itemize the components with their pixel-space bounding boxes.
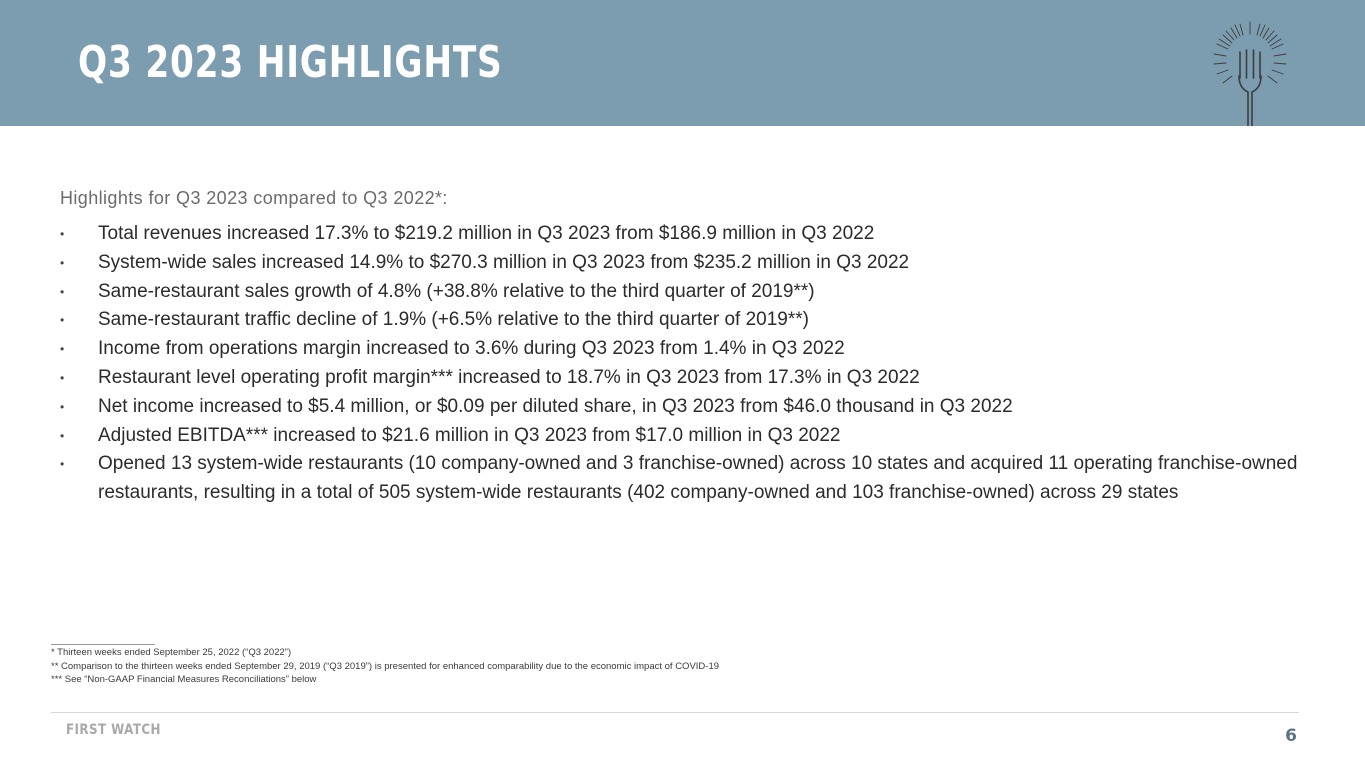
bullet-marker: •: [60, 428, 65, 443]
bullet-marker: •: [60, 227, 65, 241]
list-item: [60, 249, 1310, 278]
fork-sunburst-icon: [1208, 18, 1292, 126]
footer-brand: FIRST WATCH: [66, 722, 161, 738]
footnote: ** Comparison to the thirteen weeks ended September 29, 2019 (“Q3 2019”) is presented for enhanced comparability due to the economic impact of COVID-19: [51, 660, 720, 672]
bullet-marker: •: [60, 342, 65, 357]
page-number: 6: [1285, 726, 1297, 746]
page-title: Q3 2023 HIGHLIGHTS: [78, 37, 503, 88]
list-item-text: Total revenues increased 17.3% to $219.2 million in Q3 2023 from $186.9 million in Q3 2022: [98, 223, 875, 244]
list-item: [60, 306, 1310, 335]
footer-divider: [51, 712, 1299, 713]
list-item-text: Restaurant level operating profit margin*** increased to 18.7% in Q3 2023 from 17.3% in Q3 2022: [98, 366, 920, 388]
list-item: [60, 335, 1310, 364]
list-item: [60, 450, 1310, 508]
list-item: [60, 364, 1310, 393]
list-item-text: Net income increased to $5.4 million, or $0.09 per diluted share, in Q3 2023 from $46.0 thousand in Q3 2022: [98, 395, 1013, 417]
bullet-marker: •: [60, 284, 65, 299]
list-item: [60, 278, 1310, 307]
list-item: [60, 393, 1310, 422]
bullet-marker: •: [60, 457, 65, 472]
list-item-text: Opened 13 system-wide restaurants (10 company-owned and 3 franchise-owned) across 10 states and acquired 11 operating franchise-owned restaurants, resulting in a total of 505 system-wide restaurants (402 company-owned and 103 franchise-owned) across 29 states: [98, 453, 1298, 504]
footnote: *** See “Non-GAAP Financial Measures Reconciliations” below: [51, 674, 317, 685]
list-item: [60, 422, 1310, 451]
highlights-subtitle: Highlights for Q3 2023 compared to Q3 2022*:: [60, 188, 448, 208]
header-bar: [0, 0, 1365, 126]
bullet-marker: •: [60, 313, 65, 328]
list-item-text: System-wide sales increased 14.9% to $270.3 million in Q3 2023 from $235.2 million in Q3 2022: [98, 251, 910, 273]
footnotes: [51, 646, 719, 687]
list-item-text: Adjusted EBITDA*** increased to $21.6 million in Q3 2023 from $17.0 million in Q3 2022: [98, 424, 841, 446]
list-item-text: Income from operations margin increased to 3.6% during Q3 2023 from 1.4% in Q3 2022: [98, 338, 845, 360]
bullet-marker: •: [60, 255, 65, 270]
footnote: * Thirteen weeks ended September 25, 2022 (“Q3 2022”): [51, 647, 292, 658]
highlights-list: [60, 220, 1310, 508]
bullet-marker: •: [60, 370, 65, 385]
bullet-marker: •: [60, 399, 65, 414]
list-item-text: Same-restaurant sales growth of 4.8% (+38.8% relative to the third quarter of 2019**): [98, 280, 815, 302]
footnote-divider: [51, 644, 155, 645]
list-item: [60, 220, 1310, 249]
list-item-text: Same-restaurant traffic decline of 1.9% (+6.5% relative to the third quarter of 2019**): [98, 309, 809, 331]
